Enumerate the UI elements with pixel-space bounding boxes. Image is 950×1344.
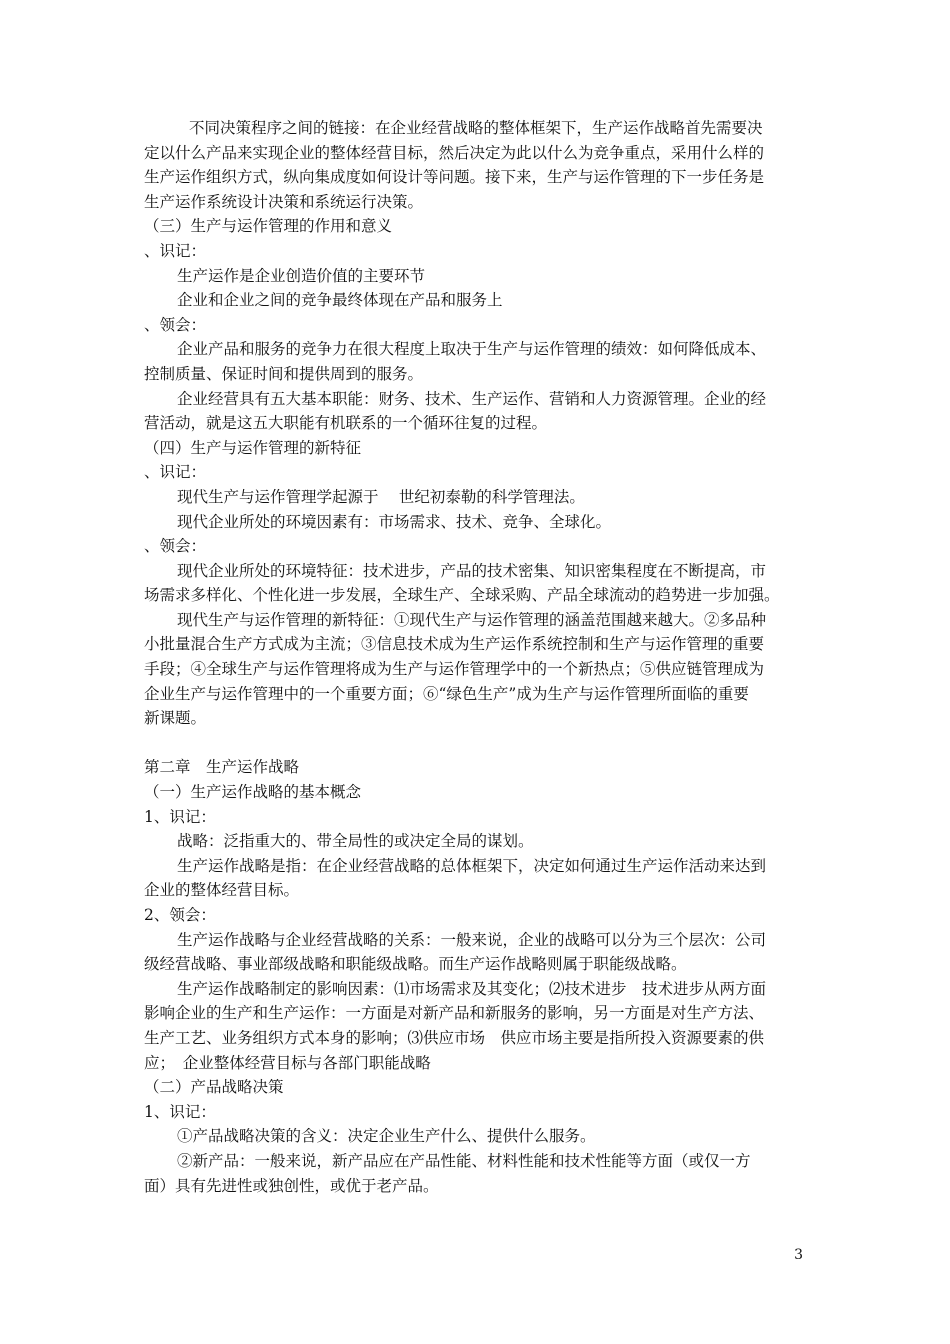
text-line: 生产运作战略制定的影响因素：⑴市场需求及其变化；⑵技术进步 技术进步从两方面	[177, 979, 767, 998]
text-line: 小批量混合生产方式成为主流；③信息技术成为生产运作系统控制和生产与运作管理的重要	[144, 635, 765, 654]
text-line: 现代生产与运作管理的新特征：①现代生产与运作管理的涵盖范围越来越大。②多品种	[177, 610, 767, 629]
text-line: 生产工艺、业务组织方式本身的影响；⑶供应市场 供应市场主要是指所投入资源要素的供	[144, 1028, 765, 1047]
text-line: （一）生产运作战略的基本概念	[144, 783, 362, 802]
text-line: 第二章 生产运作战略	[144, 758, 300, 777]
text-line: 生产运作战略与企业经营战略的关系：一般来说，企业的战略可以分为三个层次：公司	[177, 930, 767, 949]
text-line: 现代生产与运作管理学起源于 世纪初泰勒的科学管理法。	[177, 487, 585, 506]
text-line: 1、识记：	[144, 1102, 216, 1121]
text-line: 应； 企业整体经营目标与各部门职能战略	[144, 1053, 431, 1072]
blank-line	[144, 731, 806, 756]
text-line: 、领会：	[144, 537, 207, 556]
text-line: 不同决策程序之间的链接：在企业经营战略的整体框架下，生产运作战略首先需要决	[189, 119, 763, 137]
text-line: （三）生产与运作管理的作用和意义	[144, 217, 393, 236]
text-line: 生产运作是企业创造价值的主要环节	[177, 266, 426, 285]
text-line: ②新产品：一般来说，新产品应在产品性能、材料性能和技术性能等方面（或仅一方	[177, 1151, 751, 1170]
text-line: 影响企业的生产和生产运作：一方面是对新产品和新服务的影响，另一方面是对生产方法、	[144, 1004, 765, 1023]
text-line: 现代企业所处的环境特征：技术进步，产品的技术密集、知识密集程度在不断提高，市	[177, 561, 767, 580]
text-line: 战略：泛指重大的、带全局性的或决定全局的谋划。	[177, 832, 534, 851]
text-line: 面）具有先进性或独创性，或优于老产品。	[144, 1176, 439, 1195]
text-line: 企业经营具有五大基本职能：财务、技术、生产运作、营销和人力资源管理。企业的经	[177, 389, 767, 408]
text-line: 、识记：	[144, 241, 207, 260]
text-line: 定以什么产品来实现企业的整体经营目标，然后决定为此以什么为竞争重点，采用什么样的	[144, 143, 765, 162]
text-line: 企业和企业之间的竞争最终体现在产品和服务上	[177, 291, 503, 310]
text-line: 企业生产与运作管理中的一个重要方面；⑥“绿色生产”成为生产与运作管理所面临的重要	[144, 684, 749, 703]
page-number: 3	[794, 1247, 803, 1263]
page-body	[144, 116, 806, 1198]
text-line: ①产品战略决策的含义：决定企业生产什么、提供什么服务。	[177, 1127, 596, 1146]
text-line: 1、识记：	[144, 807, 216, 826]
text-line: （二）产品战略决策	[144, 1078, 284, 1097]
text-line: 场需求多样化、个性化进一步发展，全球生产、全球采购、产品全球流动的趋势进一步加强。	[144, 586, 780, 605]
text-line: 、领会：	[144, 315, 207, 334]
text-line: 生产运作组织方式，纵向集成度如何设计等问题。接下来，生产与运作管理的下一步任务是	[144, 168, 765, 187]
text-line: 级经营战略、事业部级战略和职能级战略。而生产运作战略则属于职能级战略。	[144, 955, 687, 974]
text-line: 手段；④全球生产与运作管理将成为生产与运作管理学中的一个新热点；⑤供应链管理成为	[144, 660, 765, 679]
text-line: （四）生产与运作管理的新特征	[144, 438, 362, 457]
text-line: 控制质量、保证时间和提供周到的服务。	[144, 364, 424, 383]
text-line: 2、领会：	[144, 906, 216, 924]
text-line: 、识记：	[144, 463, 207, 482]
text-line: 企业的整体经营目标。	[144, 881, 300, 900]
text-line: 营活动，就是这五大职能有机联系的一个循环往复的过程。	[144, 414, 548, 433]
text-line: 生产运作战略是指：在企业经营战略的总体框架下，决定如何通过生产运作活动来达到	[177, 856, 767, 875]
text-line: 企业产品和服务的竞争力在很大程度上取决于生产与运作管理的绩效：如何降低成本、	[177, 340, 767, 359]
text-line: 生产运作系统设计决策和系统运行决策。	[144, 192, 424, 211]
text-line: 新课题。	[144, 709, 207, 728]
text-line: 现代企业所处的环境因素有：市场需求、技术、竞争、全球化。	[177, 512, 612, 531]
